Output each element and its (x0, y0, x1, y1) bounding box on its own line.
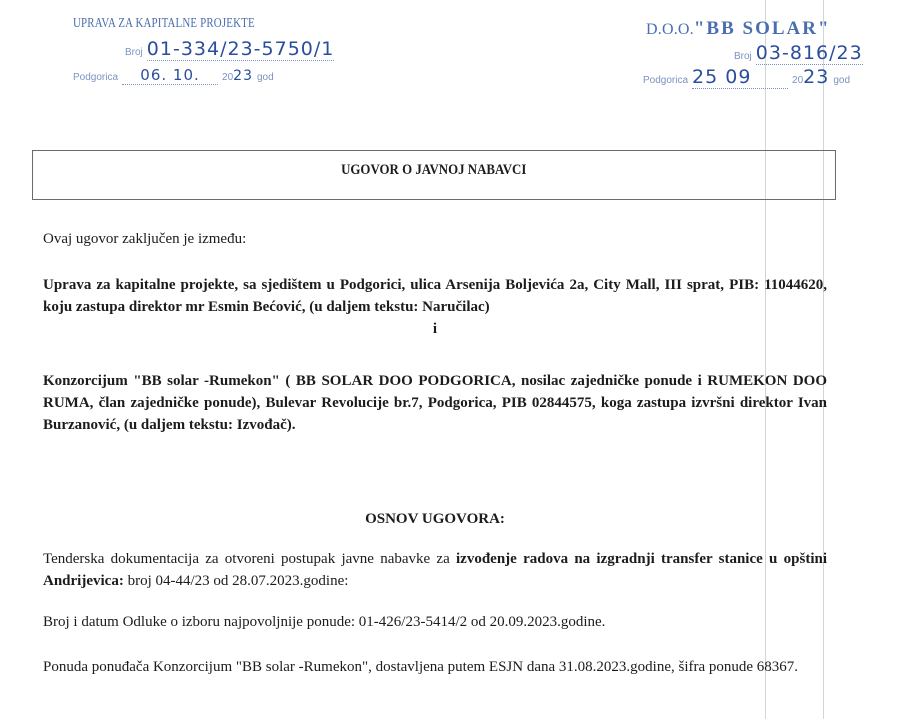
basis-item-decision: Broj i datum Odluke o izboru najpovoljnije ponude: 01-426/23-5414/2 od 20.09.2023.godine. (43, 614, 606, 630)
document-title-box (32, 150, 836, 200)
section-heading: OSNOV UGOVORA: (365, 511, 505, 527)
stamp-city-label: Podgorica (73, 72, 119, 83)
basis-item-tender (43, 548, 827, 592)
party-conjunction: i (432, 321, 438, 337)
stamp-org-prefix: D.O.O. (646, 21, 694, 38)
stamp-god-label: god (256, 72, 274, 83)
stamp-year-value: 23 (233, 68, 253, 84)
basis-item-offer: Ponuda ponuđača Konzorcijum "BB solar -Rumekon", dostavljena putem ESJN dana 31.08.2023.godine, šifra ponude 68367. (43, 659, 799, 675)
stamp-org-name: UPRAVA ZA KAPITALNE PROJEKTE (73, 16, 255, 31)
stamp-broj-label: Broj (734, 51, 752, 62)
intro-text: Ovaj ugovor zaključen je između: (43, 231, 247, 247)
stamp-broj-value: 03-816/23 (755, 42, 863, 64)
stamp-uprava (73, 16, 373, 84)
stamp-year-value: 23 (803, 66, 830, 88)
stamp-city-label: Podgorica (643, 75, 689, 86)
document-title: UGOVOR O JAVNOJ NABAVCI (341, 162, 527, 178)
party-izvodjac: Konzorcijum "BB solar -Rumekon" ( BB SOLAR DOO PODGORICA, nosilac zajedničke ponude i RUMEKON DOO RUMA, član zajedničke ponude), Bulevar Revolucije br.7, Podgorica, PIB 02844575, koga zastupa izvršni direktor Ivan Burzanović, (u daljem tekstu: Izvođač). (43, 373, 827, 433)
stamp-year-prefix: 20 (222, 72, 234, 83)
basis-text: Tenderska dokumentacija za otvoreni postupak javne nabavke za (43, 551, 456, 567)
basis-subject: izvođenje radova na izgradnji transfer stanice u opštini Andrijevica: (43, 551, 827, 589)
stamp-date-value: 06. 10. (122, 66, 218, 85)
stamp-bb-solar (643, 18, 896, 88)
stamp-date-value: 25 09 (692, 66, 788, 89)
stamp-god-label: god (833, 75, 851, 86)
basis-ref: broj 04-44/23 od 28.07.2023.godine: (123, 573, 349, 589)
stamp-broj-label: Broj (125, 47, 143, 58)
stamp-year-prefix: 20 (792, 75, 804, 86)
party-narucilac: Uprava za kapitalne projekte, sa sjedištem u Podgorici, ulica Arsenija Boljevića 2a, City Mall, III sprat, PIB: 11044620, koju zastupa direktor mr Esmin Bećović, (u daljem tekstu: Naručilac) (43, 277, 827, 315)
stamp-org-name: "BB SOLAR" (693, 18, 831, 39)
stamp-broj-value: 01-334/23-5750/1 (146, 38, 335, 60)
